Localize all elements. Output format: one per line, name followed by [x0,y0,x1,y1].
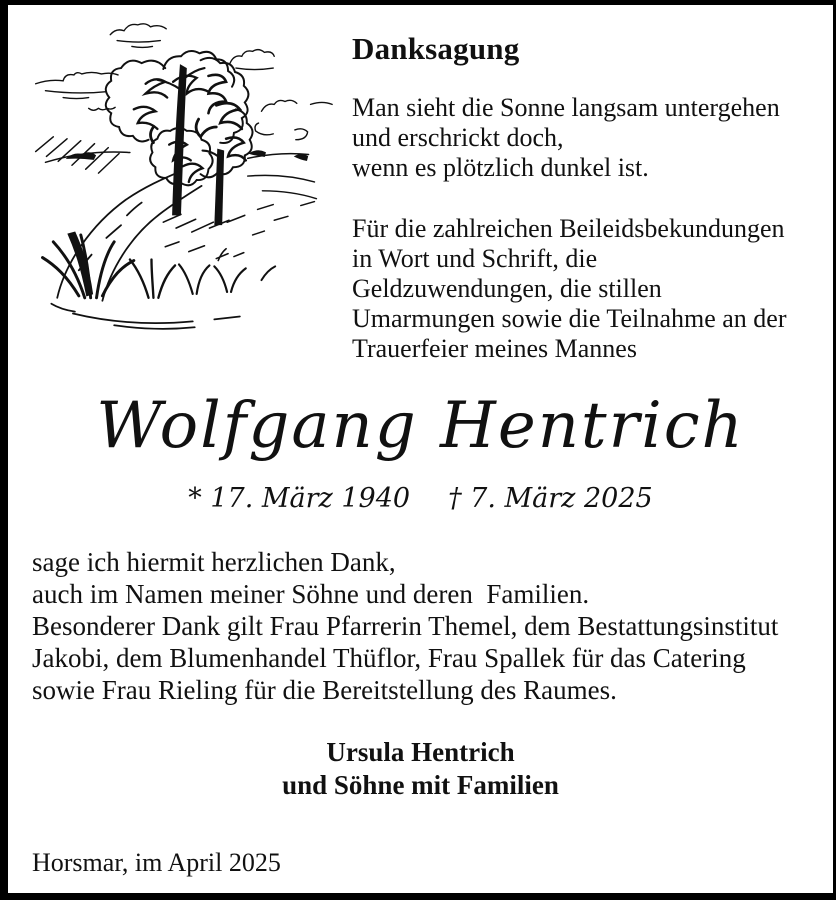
birth-date: * 17. März 1940 [188,483,411,514]
thanks-line: auch im Namen meiner Söhne und deren Familien. [32,579,590,609]
poem-line: und erschrickt doch, [352,123,564,152]
death-date: † 7. März 2025 [448,483,653,514]
ground-hatching [163,214,244,260]
poem-line: Man sieht die Sonne langsam untergehen [352,93,780,122]
bottom-ground-lines [51,304,240,329]
intro-line: Trauerfeier meines Mannes [352,334,637,363]
intro-line: in Wort und Schrift, die [352,244,598,273]
life-dates [8,483,833,514]
thanks-block [32,546,813,706]
intro-line: Für die zahlreichen Beileidsbekundungen [352,214,785,243]
thanks-line: Jakobi, dem Blumenhandel Thüflor, Frau Spallek für das Catering [32,643,746,673]
top-section [8,5,833,363]
thanks-line: sowie Frau Rieling für die Bereitstellung des Raumes. [32,675,617,705]
signature-line: Ursula Hentrich [326,737,515,767]
page-title: Danksagung [352,31,520,66]
right-column [340,13,807,364]
place-dateline: Horsmar, im April 2025 [32,848,281,877]
poem-block [352,93,807,183]
intro-line: Umarmungen sowie die Teilnahme an der [352,304,787,333]
signature-block [8,736,833,802]
poem-line: wenn es plötzlich dunkel ist. [352,153,649,182]
intro-line: Geldzuwendungen, die stillen [352,274,662,303]
deceased-name: Wolfgang Hentrich [96,389,745,463]
grass-tufts [43,232,276,298]
signature-line: und Söhne mit Familien [282,770,559,800]
thanks-line: Besonderer Dank gilt Frau Pfarrerin Themel, dem Bestattungsinstitut [32,611,779,641]
tree-landscape-illustration [16,13,340,347]
thanks-line: sage ich hiermit herzlichen Dank, [32,547,396,577]
intro-block [352,214,807,364]
